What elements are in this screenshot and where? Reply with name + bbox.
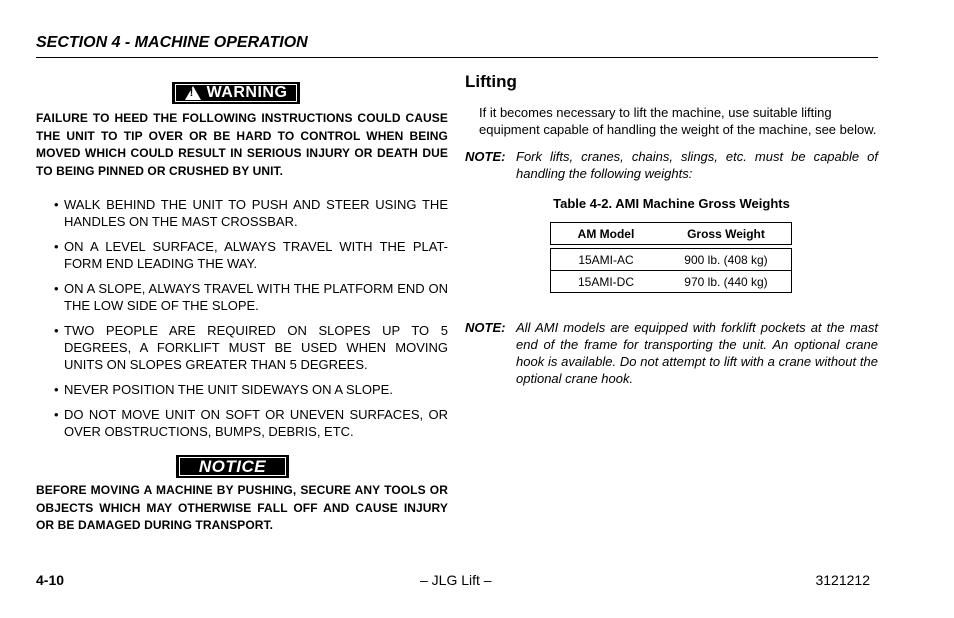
warning-text: FAILURE TO HEED THE FOLLOWING INSTRUCTIONS COULD CAUSE THE UNIT TO TIP OVER OR BE HARD TO CONTROL WHEN BEING MOVED WHICH COULD RESULT IN SERIOUS INJURY OR DEATH DUE TO BEING PINNED OR CRUSHED BY UNIT.	[36, 111, 448, 178]
bullet-icon: •	[54, 407, 59, 422]
bullet-icon: •	[54, 197, 59, 212]
bullet-icon: •	[54, 281, 59, 296]
note-forklift	[465, 319, 878, 387]
notice-text: BEFORE MOVING A MACHINE BY PUSHING, SECURE ANY TOOLS OR OBJECTS WHICH MAY OTHERWISE FALL OFF AND CAUSE INJURY OR BE DAMAGED DURING TRANSPORT.	[36, 483, 448, 532]
gross-weights-table	[550, 222, 792, 293]
safety-bullet-list	[36, 196, 448, 440]
table-row	[551, 249, 792, 271]
bullet-icon: •	[54, 382, 59, 397]
table-title: Table 4-2. AMI Machine Gross Weights	[553, 196, 790, 211]
list-item: • WALK BEHIND THE UNIT TO PUSH AND STEER USING THE HANDLES ON THE MAST CROSSBAR.	[54, 197, 448, 229]
list-item: • ON A SLOPE, ALWAYS TRAVEL WITH THE PLATFORM END ON THE LOW SIDE OF THE SLOPE.	[54, 281, 448, 313]
note-weights	[465, 148, 878, 182]
table-row	[551, 271, 792, 293]
table-cell-model: 15AMI-AC	[551, 249, 662, 271]
lifting-heading: Lifting	[465, 72, 517, 91]
column-header-model: AM Model	[551, 223, 662, 245]
table-cell-model: 15AMI-DC	[551, 271, 662, 293]
bullet-icon: •	[54, 323, 59, 338]
notice-banner	[176, 455, 289, 478]
warning-label: WARNING	[206, 84, 288, 101]
note-text: All AMI models are equipped with forklift pockets at the mast end of the frame for transporting the unit. An optional crane hook is available. Do not attempt to lift with a crane without the optional crane hook.	[516, 320, 878, 386]
list-item: • DO NOT MOVE UNIT ON SOFT OR UNEVEN SURFACES, OR OVER OBSTRUCTIONS, BUMPS, DEBRIS, ETC.	[54, 407, 448, 439]
lifting-intro: If it becomes necessary to lift the machine, use suitable lifting equipment capable of handling the weight of the machine, see below.	[479, 105, 877, 137]
left-column	[36, 82, 448, 535]
bullet-icon: •	[54, 239, 59, 254]
note-text: Fork lifts, cranes, chains, slings, etc. must be capable of handling the following weights:	[516, 149, 878, 181]
column-header-weight: Gross Weight	[661, 223, 792, 245]
footer-center-text: – JLG Lift –	[420, 572, 492, 588]
section-header	[36, 34, 878, 58]
right-column	[465, 72, 878, 387]
list-item: • NEVER POSITION THE UNIT SIDEWAYS ON A SLOPE.	[54, 382, 393, 397]
note-label: NOTE:	[465, 149, 506, 164]
section-title: SECTION 4 - MACHINE OPERATION	[36, 34, 308, 51]
warning-banner	[172, 82, 300, 104]
note-label: NOTE:	[465, 320, 506, 335]
table-cell-weight: 970 lb. (440 kg)	[661, 271, 792, 293]
list-item: • TWO PEOPLE ARE REQUIRED ON SLOPES UP TO 5 DEGREES, A FORKLIFT MUST BE USED WHEN MOVING UNITS ON SLOPES GREATER THAN 5 DEGREES.	[54, 323, 448, 372]
notice-label: NOTICE	[198, 456, 267, 476]
page-number: 4-10	[36, 572, 65, 588]
document-number: 3121212	[815, 572, 870, 588]
list-item: • ON A LEVEL SURFACE, ALWAYS TRAVEL WITH THE PLAT-FORM END LEADING THE WAY.	[54, 239, 448, 271]
table-cell-weight: 900 lb. (408 kg)	[661, 249, 792, 271]
warning-triangle-icon	[185, 86, 201, 100]
